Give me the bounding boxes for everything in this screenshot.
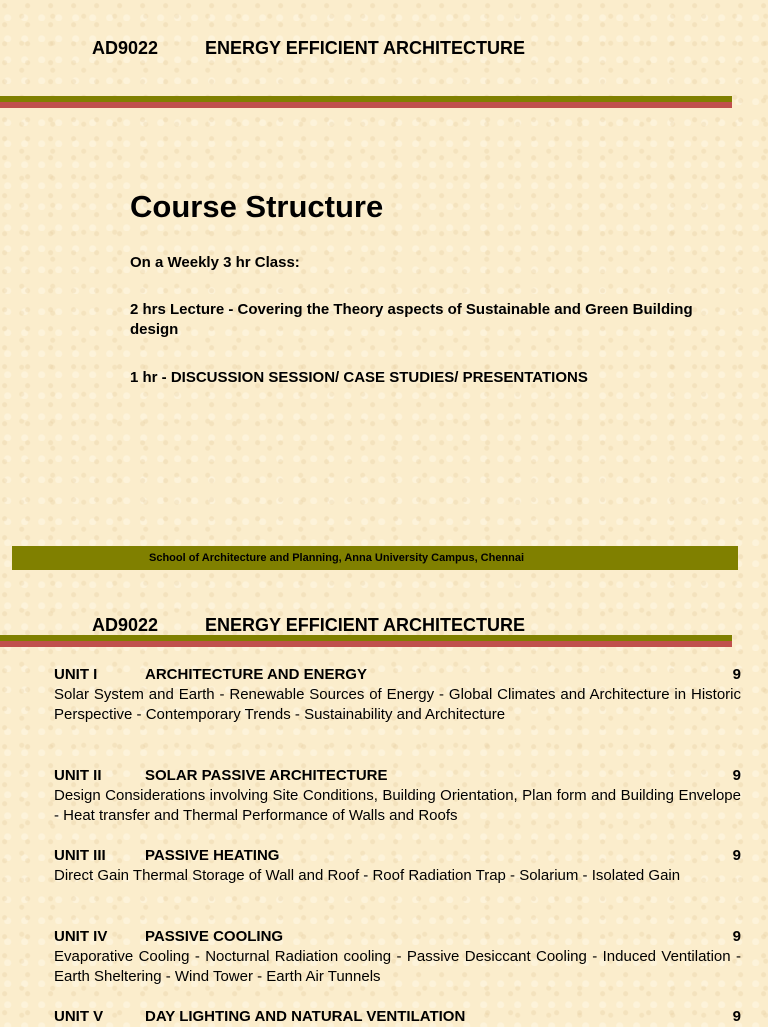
unit-name: DAY LIGHTING AND NATURAL VENTILATION [145,1008,466,1025]
footer-bar [12,546,738,570]
unit-name: PASSIVE COOLING [145,928,284,945]
footer-text: School of Architecture and Planning, Anna University Campus, Chennai [149,552,525,564]
unit-description: Design Considerations involving Site Conditions, Building Orientation, Plan form and Building Envelope - Heat transfer and Thermal Performance of Walls and Roofs [54,787,741,824]
lecture-text: 2 hrs Lecture - Covering the Theory aspects of Sustainable and Green Building design [130,301,693,338]
unit-name: ARCHITECTURE AND ENERGY [145,666,367,683]
unit-number: UNIT II [54,767,102,784]
unit-description: Solar System and Earth - Renewable Sources of Energy - Global Climates and Architecture in Historic Perspective - Contemporary Trends - Sustainability and Architecture [54,686,741,723]
unit-number: UNIT V [54,1008,104,1025]
unit-number: UNIT IV [54,928,108,945]
course-title: ENERGY EFFICIENT ARCHITECTURE [205,615,526,635]
header-divider [0,635,732,647]
course-code: AD9022 [92,615,159,635]
unit-number: UNIT I [54,666,98,683]
unit-hours: 9 [732,767,741,784]
unit-1 [54,665,741,725]
unit-hours: 9 [732,666,741,683]
unit-hours: 9 [732,928,741,945]
unit-name: PASSIVE HEATING [145,847,280,864]
unit-hours: 9 [732,1008,741,1025]
unit-4 [54,927,741,987]
unit-5 [54,1007,741,1027]
unit-number: UNIT III [54,847,106,864]
unit-hours: 9 [732,847,741,864]
unit-name: SOLAR PASSIVE ARCHITECTURE [145,767,388,784]
unit-description: Direct Gain Thermal Storage of Wall and Roof - Roof Radiation Trap - Solarium - Isolated Gain [54,867,681,884]
course-code: AD9022 [92,38,159,58]
unit-2 [54,766,741,826]
discussion-text: 1 hr - DISCUSSION SESSION/ CASE STUDIES/ PRESENTATIONS [130,369,588,386]
header-divider [0,96,732,108]
weekly-class-text: On a Weekly 3 hr Class: [130,254,300,271]
unit-description: Evaporative Cooling - Nocturnal Radiation cooling - Passive Desiccant Cooling - Induced Ventilation - Earth Sheltering - Wind Tower - Earth Air Tunnels [54,948,741,985]
slide-title: Course Structure [130,189,384,224]
course-title: ENERGY EFFICIENT ARCHITECTURE [205,38,526,58]
unit-3 [54,846,741,886]
